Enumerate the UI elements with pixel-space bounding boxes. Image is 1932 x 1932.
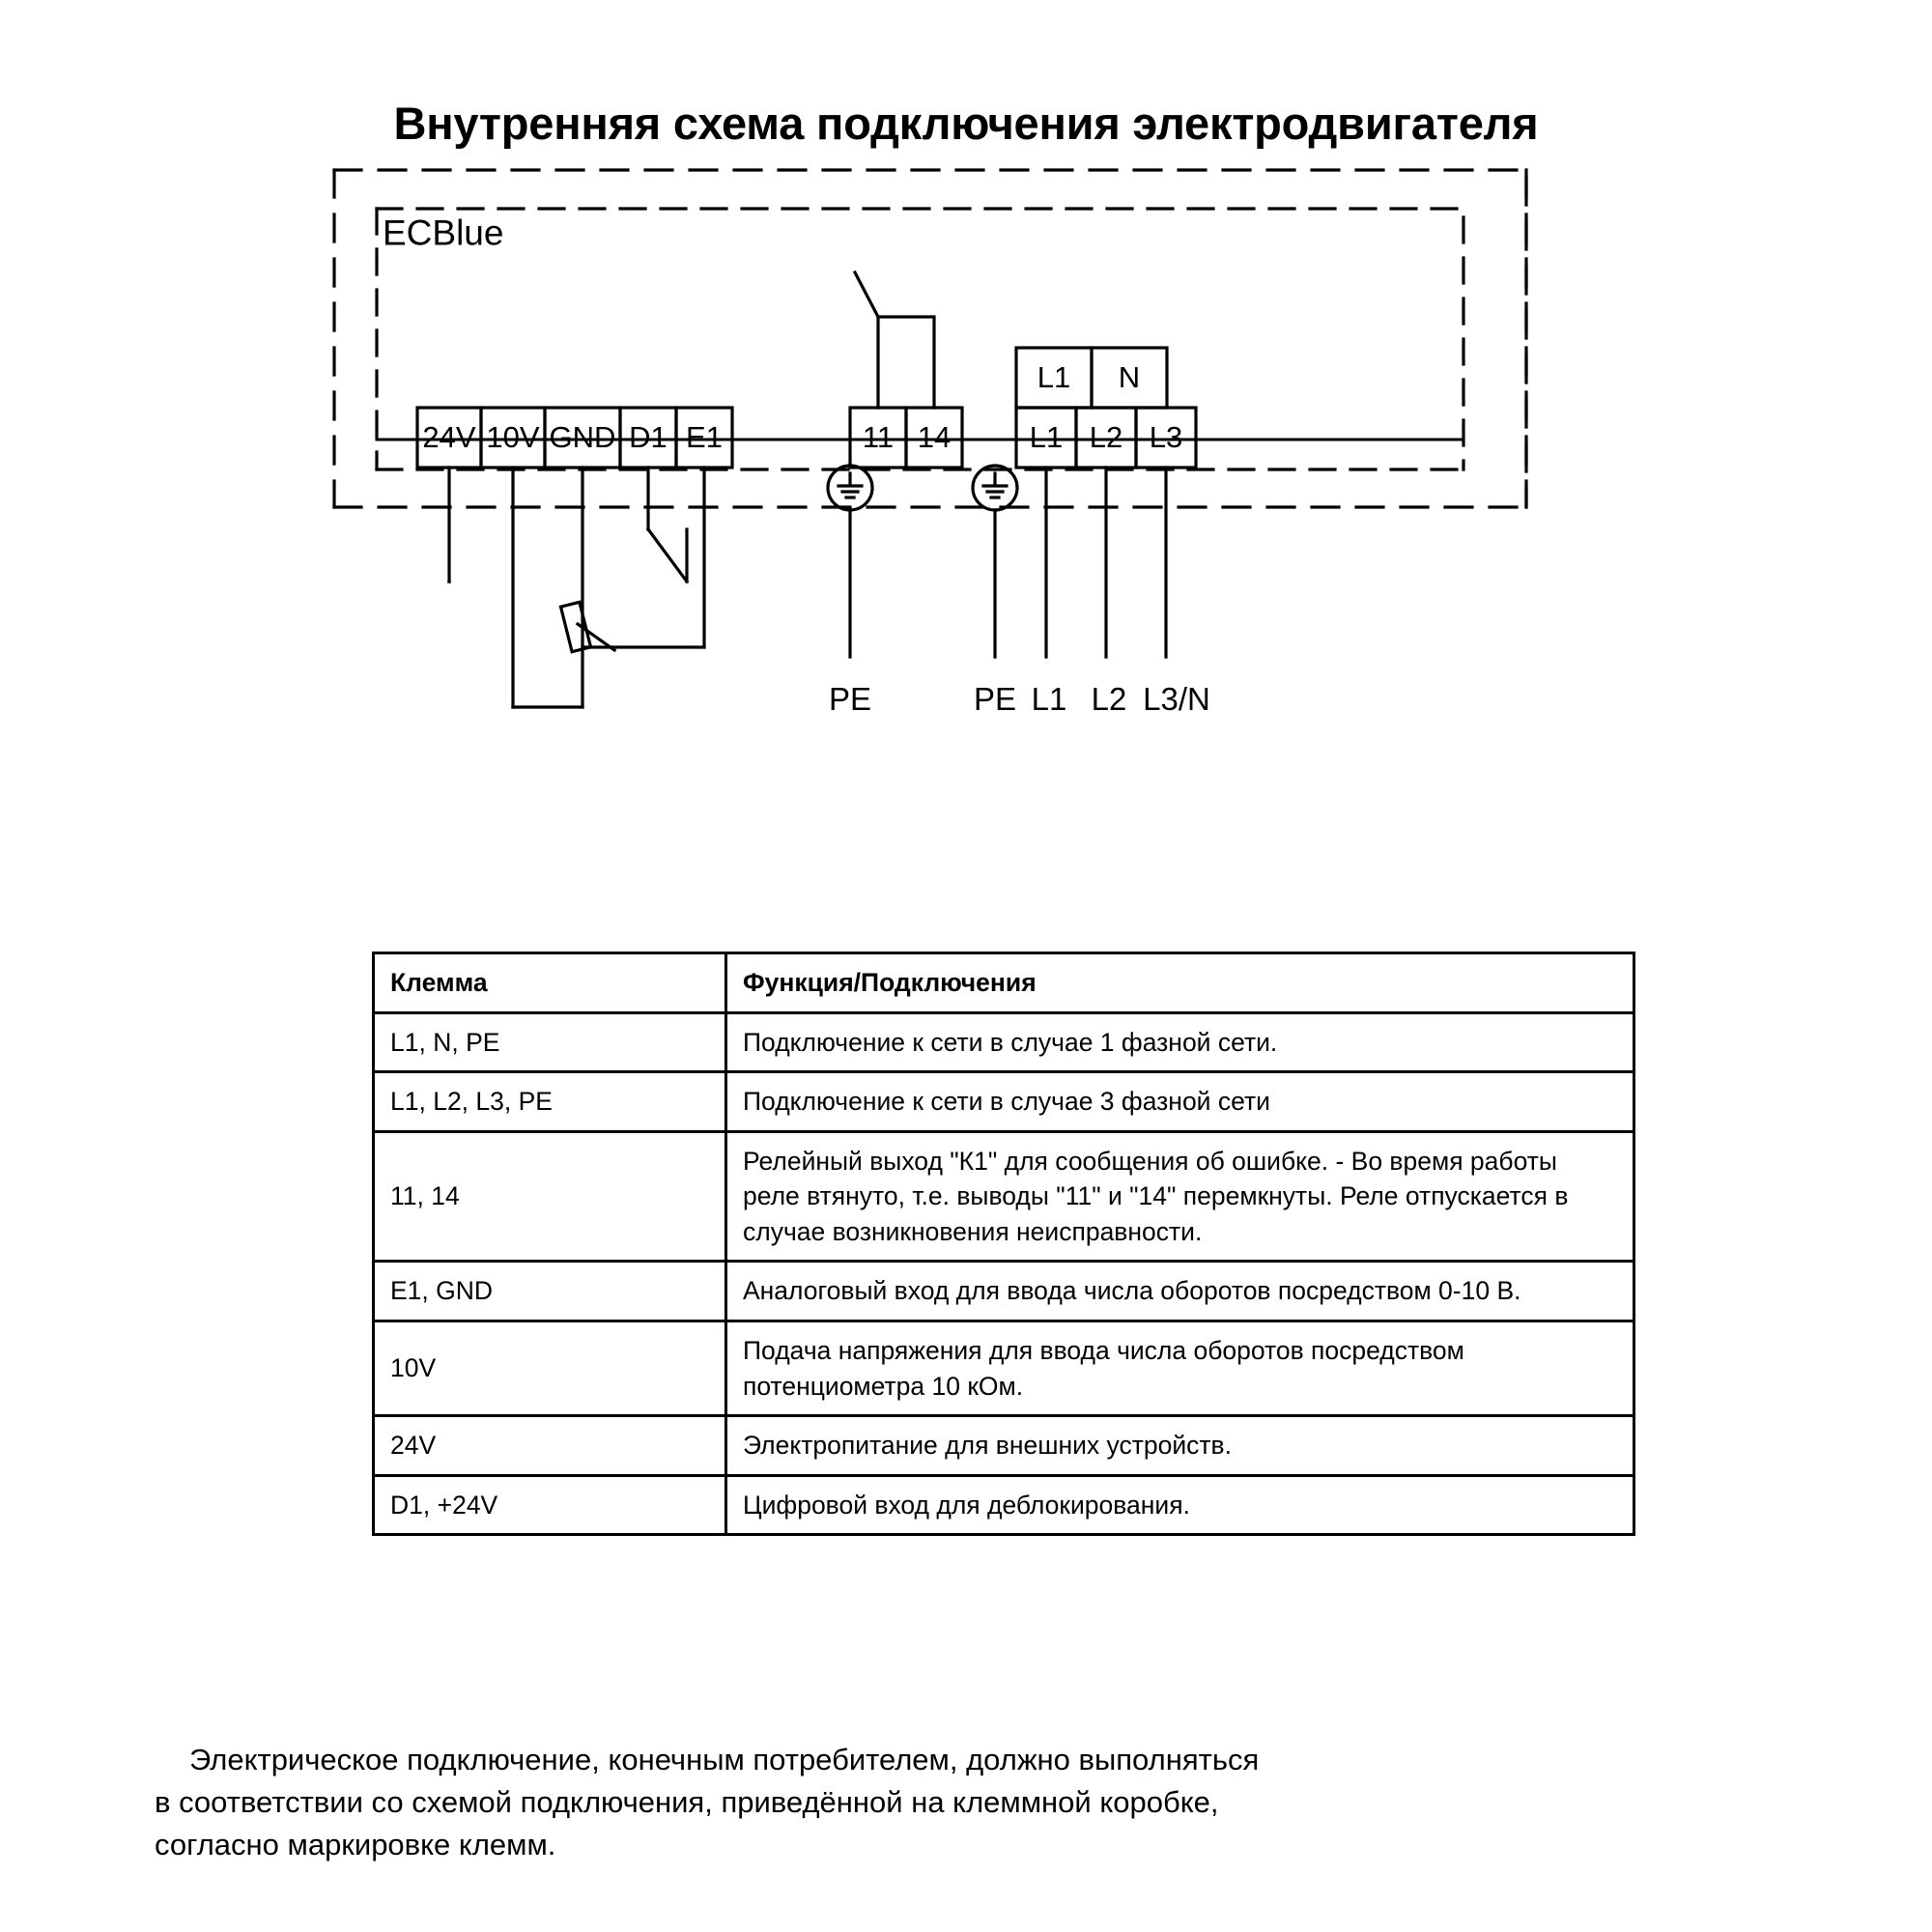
cell-function: Электропитание для внешних устройств. <box>726 1416 1634 1476</box>
terminal-e1: E1 <box>686 420 723 454</box>
cell-function: Подключение к сети в случае 3 фазной сети <box>726 1072 1634 1132</box>
terminal-24v: 24V <box>422 420 476 454</box>
terminal-d1: D1 <box>629 420 668 454</box>
cell-terminal: 24V <box>374 1416 726 1476</box>
table-row <box>374 1416 1634 1476</box>
table-row <box>374 1012 1634 1072</box>
label-l3n: L3/N <box>1143 681 1210 717</box>
column-header-function: Функция/Подключения <box>726 953 1634 1013</box>
potentiometer-body <box>560 602 590 651</box>
earth-ground-icon-left <box>828 466 872 510</box>
terminal-top-l1: L1 <box>1037 360 1071 394</box>
enclosure-outline-top <box>334 170 1526 507</box>
cell-function: Подключение к сети в случае 1 фазной сети. <box>726 1012 1634 1072</box>
cell-function: Аналоговый вход для ввода числа оборотов посредством 0-10 В. <box>726 1262 1634 1321</box>
terminal-bot-l3: L3 <box>1149 420 1183 454</box>
cell-terminal: L1, N, PE <box>374 1012 726 1072</box>
device-label: ECBlue <box>383 213 504 253</box>
footer-line-1: Электрическое подключение, конечным потребителем, должно выполняться <box>189 1743 1260 1776</box>
footer-note <box>155 1739 1797 1866</box>
table-row <box>374 1475 1634 1535</box>
cell-terminal: 10V <box>374 1321 726 1415</box>
cell-terminal: 11, 14 <box>374 1131 726 1262</box>
footer-line-3: согласно маркировке клемм. <box>155 1828 556 1862</box>
footer-line-2: в соответствии со схемой подключения, приведённой на клеммной коробке, <box>155 1785 1219 1820</box>
column-header-terminal: Клемма <box>374 953 726 1013</box>
terminal-function-table <box>372 952 1633 1536</box>
page-title: Внутренняя схема подключения электродвигателя <box>393 98 1539 149</box>
cell-function: Цифровой вход для деблокирования. <box>726 1475 1634 1535</box>
table-row <box>374 1321 1634 1415</box>
label-l2: L2 <box>1091 681 1127 717</box>
wiring-diagram <box>328 164 1633 889</box>
terminal-11: 11 <box>862 420 895 454</box>
label-l1: L1 <box>1031 681 1067 717</box>
terminal-14: 14 <box>917 420 952 454</box>
cell-terminal: E1, GND <box>374 1262 726 1321</box>
table-header-row <box>374 953 1634 1013</box>
cell-function: Подача напряжения для ввода числа оборотов посредством потенциометра 10 кОм. <box>726 1321 1634 1415</box>
cell-terminal: D1, +24V <box>374 1475 726 1535</box>
terminal-top-n: N <box>1118 360 1141 394</box>
table-row <box>374 1072 1634 1132</box>
label-pe-right: PE <box>973 681 1017 717</box>
terminal-gnd: GND <box>549 420 616 454</box>
terminal-10v: 10V <box>486 420 540 454</box>
table-row <box>374 1262 1634 1321</box>
label-pe-left: PE <box>828 681 872 717</box>
earth-ground-icon-right <box>973 466 1017 510</box>
switch-d1-contact <box>648 529 687 582</box>
relay-wire-14 <box>878 317 934 408</box>
cell-terminal: L1, L2, L3, PE <box>374 1072 726 1132</box>
cell-function: Релейный выход "К1" для сообщения об ошибке. - Во время работы реле втянуто, т.е. выводы "11" и "14" перемкнуты. Реле отпускается в случае возникновения неисправности. <box>726 1131 1634 1262</box>
relay-contact-arm <box>855 272 878 317</box>
table-row <box>374 1131 1634 1262</box>
terminal-bot-l2: L2 <box>1089 420 1123 454</box>
terminal-bot-l1: L1 <box>1029 420 1064 454</box>
